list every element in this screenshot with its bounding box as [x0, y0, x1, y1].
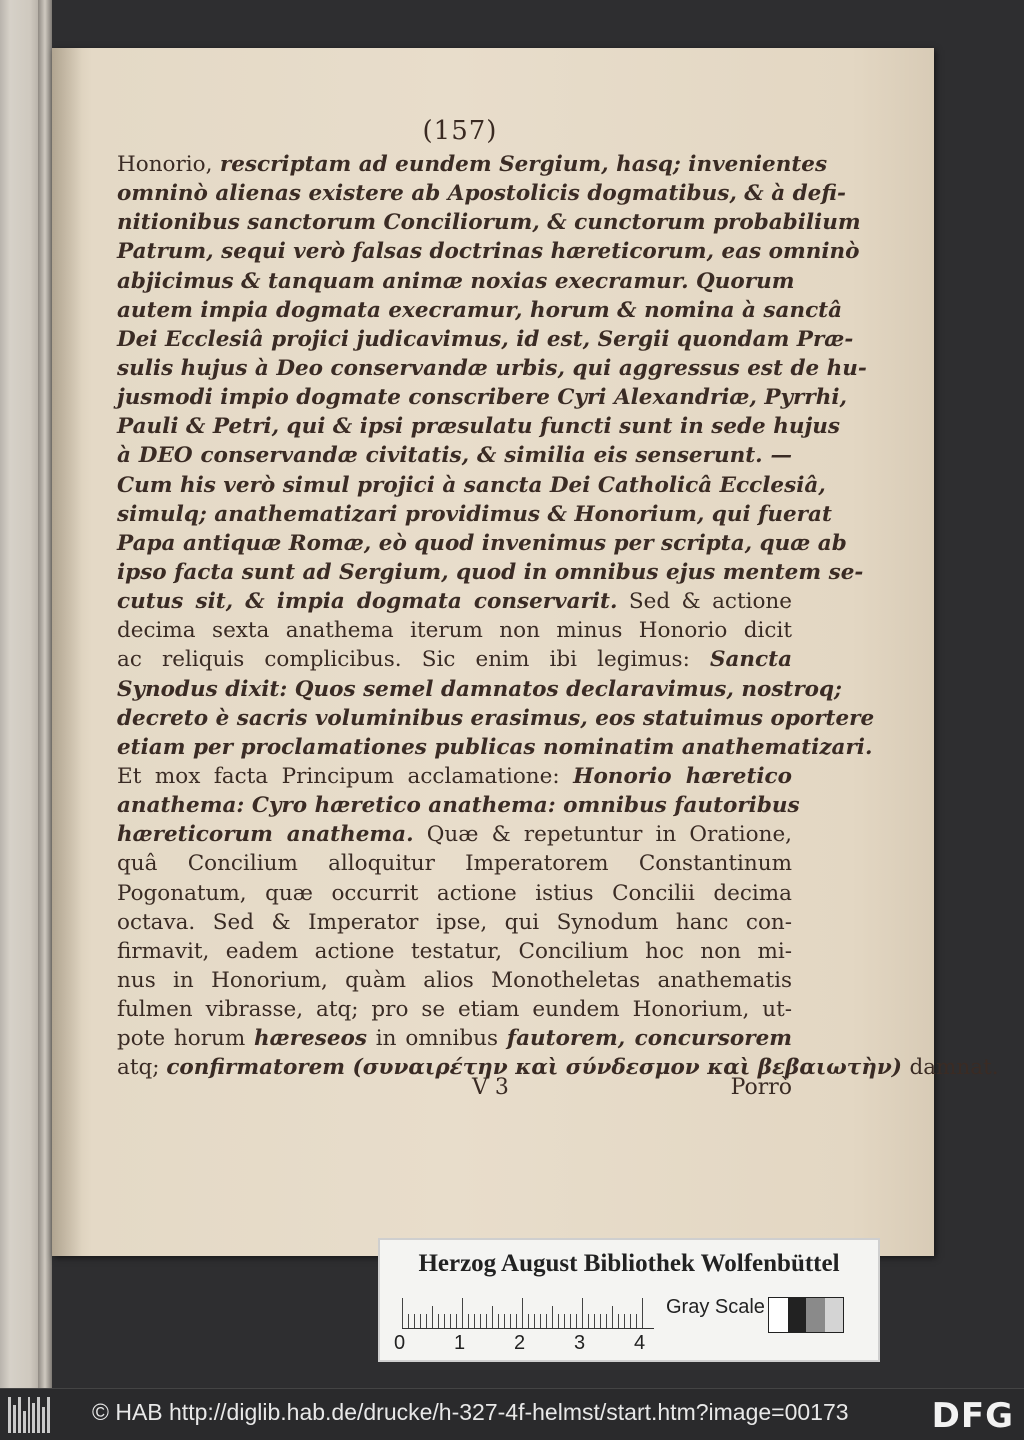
ruler-tick	[456, 1314, 457, 1328]
signature-mark: V 3	[472, 1075, 509, 1100]
ruler-tick	[612, 1306, 613, 1328]
ruler-tick	[552, 1306, 553, 1328]
roman-text: quâ Concilium alloquitur Imperatorem Constantinum	[117, 851, 792, 877]
ruler-tick	[414, 1314, 415, 1328]
catchword: Porrò	[730, 1075, 792, 1100]
text-line	[117, 762, 792, 791]
gutter-shadow	[52, 48, 82, 1256]
roman-text: ac reliquis complicibus. Sic enim ibi legimus:	[117, 647, 710, 673]
ruler-tick	[594, 1314, 595, 1328]
roman-text: firmavit, eadem actione testatur, Concilium hoc non mi-	[117, 938, 792, 964]
gray-swatch	[788, 1298, 807, 1332]
ruler-tick	[546, 1314, 547, 1328]
italic-text: omninò alienas existere ab Apostolicis dogmatibus, & à defi-	[117, 181, 846, 207]
scale-ruler	[402, 1294, 654, 1329]
text-line	[117, 558, 864, 587]
roman-text: Honorio,	[117, 152, 213, 177]
italic-text: Patrum, sequi verò falsas doctrinas hæreticorum, eas omninò	[117, 239, 860, 265]
ruler-tick	[510, 1314, 511, 1328]
previous-leaf-fold	[38, 0, 52, 1388]
logo-bar	[28, 1397, 31, 1433]
italic-text: ipso facta sunt ad Sergium, quod in omnibus ejus mentem se-	[117, 559, 864, 585]
italic-text: jusmodi impio dogmate conscribere Cyri Alexandriæ, Pyrrhi,	[117, 385, 847, 411]
ruler-tick	[408, 1314, 409, 1328]
ruler-tick	[450, 1314, 451, 1328]
logo-bar	[32, 1403, 35, 1433]
text-line	[117, 995, 792, 1024]
text-line	[117, 908, 792, 937]
italic-text: fautorem, concursorem	[506, 1026, 792, 1052]
text-line	[117, 471, 826, 500]
text-line	[117, 296, 843, 325]
ruler-tick	[474, 1314, 475, 1328]
text-line	[117, 208, 861, 237]
ruler-tick	[576, 1314, 577, 1328]
ruler-tick	[492, 1306, 493, 1328]
ruler-tick	[402, 1298, 403, 1328]
ruler-tick	[540, 1314, 541, 1328]
page-number: (157)	[422, 116, 498, 146]
text-line	[117, 325, 854, 354]
roman-text: decima sexta anathema iterum non minus Honorio dicit	[117, 618, 792, 644]
ruler-number: 2	[514, 1332, 526, 1354]
gray-swatch	[769, 1298, 788, 1332]
permalink[interactable]: © HAB http://diglib.hab.de/drucke/h-327-4f-helmst/start.htm?image=00173	[92, 1399, 849, 1425]
ruler-tick	[564, 1314, 565, 1328]
logo-bar	[18, 1397, 21, 1433]
text-line	[117, 354, 867, 383]
ruler-tick	[606, 1314, 607, 1328]
roman-text: Pogonatum, quæ occurrit actione istius Concilii decima	[117, 880, 792, 906]
ruler-number: 3	[574, 1332, 586, 1354]
ruler-tick	[486, 1314, 487, 1328]
text-line	[117, 267, 795, 296]
text-line	[117, 675, 842, 704]
italic-text: rescriptam ad eundem Sergium, hasq; invenientes	[212, 152, 828, 177]
barcode-logo-icon	[8, 1397, 50, 1433]
italic-text: abjicimus & tanquam animæ noxias execramur. Quorum	[117, 268, 795, 294]
gray-scale-label: Gray Scale	[666, 1296, 765, 1318]
italic-text: etiam per proclamationes publicas nominatim anathematizari.	[117, 734, 873, 760]
italic-text: Sancta	[709, 647, 792, 673]
ruler-tick	[570, 1314, 571, 1328]
logo-bar	[13, 1405, 16, 1433]
gray-scale-swatches	[768, 1297, 844, 1333]
ruler-tick	[534, 1314, 535, 1328]
italic-text: sulis hujus à Deo conservandæ urbis, qui aggressus est de hu-	[117, 355, 867, 381]
italic-text: Dei Ecclesiâ projici judicavimus, id est, Sergii quondam Præ-	[117, 326, 854, 352]
text-line	[117, 616, 792, 645]
roman-text: Et mox facta Principum acclamatione:	[117, 763, 574, 789]
roman-text: nus in Honorium, quàm alios Monotheletas anathematis	[117, 967, 792, 993]
ruler-tick	[630, 1314, 631, 1328]
logo-bar	[23, 1411, 26, 1433]
italic-text: Papa antiquæ Romæ, eò quod invenimus per scripta, quæ ab	[117, 530, 847, 556]
text-line	[117, 645, 792, 674]
ruler-tick	[420, 1314, 421, 1328]
ruler-tick	[522, 1298, 523, 1328]
text-line	[117, 441, 792, 470]
ruler-tick	[582, 1298, 583, 1328]
ruler-tick	[516, 1314, 517, 1328]
dfg-logo: DFG	[931, 1396, 1014, 1436]
italic-text: à DEO conservandæ civitatis, & similia eis senserunt. —	[117, 443, 792, 469]
logo-bar	[42, 1407, 45, 1433]
ruler-tick	[636, 1314, 637, 1328]
roman-text: in omnibus	[366, 1026, 507, 1052]
ruler-tick	[504, 1314, 505, 1328]
ruler-tick	[618, 1314, 619, 1328]
text-line	[117, 383, 847, 412]
text-line	[117, 587, 792, 616]
text-line	[117, 500, 832, 529]
ruler-tick	[426, 1314, 427, 1328]
text-line	[117, 150, 828, 179]
ruler-number: 4	[634, 1332, 646, 1354]
italic-text: Cum his verò simul projici à sancta Dei Catholicâ Ecclesiâ,	[117, 472, 826, 498]
italic-text: Synodus dixit: Quos semel damnatos declaravimus, nostroq;	[117, 676, 842, 702]
text-line	[117, 849, 792, 878]
footer-bar	[0, 1388, 1024, 1440]
italic-text: decreto è sacris voluminibus erasimus, eos statuimus oportere	[117, 705, 875, 731]
ruler-tick	[528, 1314, 529, 1328]
ruler-tick	[432, 1306, 433, 1328]
italic-text: cutus sit, & impia dogmata conservarit.	[117, 589, 618, 615]
italic-text: (συναιρέτην καὶ σύνδεσμον καὶ βεβαιωτὴν)	[345, 1055, 910, 1081]
ruler-number: 1	[454, 1332, 466, 1354]
text-line	[117, 412, 840, 441]
text-line	[117, 879, 792, 908]
ruler-tick	[588, 1314, 589, 1328]
italic-text: nitionibus sanctorum Conciliorum, & cunctorum probabilium	[117, 210, 861, 236]
roman-text: pote horum	[117, 1026, 255, 1052]
text-line	[117, 733, 873, 762]
page-foot	[117, 1075, 792, 1105]
roman-text: fulmen vibrasse, atq; pro se etiam eundem Honorium, ut-	[117, 997, 792, 1023]
italic-text: hæreseos	[254, 1026, 367, 1052]
logo-bar	[8, 1397, 11, 1433]
italic-text: simulq; anathematizari providimus & Honorium, qui fuerat	[117, 501, 832, 527]
text-line	[117, 529, 847, 558]
text-line	[117, 966, 792, 995]
italic-text: Pauli & Petri, qui & ipsi præsulatu functi sunt in sede hujus	[117, 414, 840, 440]
logo-bar	[37, 1397, 40, 1433]
ruler-tick	[462, 1298, 463, 1328]
ruler-tick	[468, 1314, 469, 1328]
ruler-tick	[600, 1314, 601, 1328]
ruler-tick	[444, 1314, 445, 1328]
library-label-card	[378, 1238, 880, 1362]
roman-text: damnat.	[909, 1055, 999, 1081]
roman-text: octava. Sed & Imperator ipse, qui Synodum hanc con-	[117, 909, 792, 935]
roman-text: Quæ & repetuntur in Oratione,	[413, 822, 793, 848]
ruler-number: 0	[394, 1332, 406, 1354]
text-line	[117, 820, 792, 849]
text-line	[117, 704, 875, 733]
gray-swatch	[825, 1298, 844, 1332]
roman-text: Sed & actione	[617, 589, 792, 615]
text-line	[117, 237, 860, 266]
text-line	[117, 1024, 792, 1053]
text-line	[117, 179, 846, 208]
ruler-tick	[480, 1314, 481, 1328]
italic-text: anathema: Cyro hæretico anathema: omnibus fautoribus	[117, 793, 800, 819]
text-line	[117, 937, 792, 966]
library-name: Herzog August Bibliothek Wolfenbüttel	[418, 1250, 840, 1277]
ruler-tick	[438, 1314, 439, 1328]
ruler-tick	[558, 1314, 559, 1328]
logo-bar	[47, 1397, 50, 1433]
italic-text: confirmatorem	[166, 1055, 346, 1081]
page-text	[117, 150, 999, 1083]
ruler-tick	[642, 1298, 643, 1328]
text-line	[117, 791, 800, 820]
italic-text: Honorio hæretico	[573, 763, 792, 789]
ruler-numbers	[394, 1332, 664, 1354]
italic-text: autem impia dogmata execramur, horum & nomina à sanctâ	[117, 297, 843, 323]
roman-text: atq;	[117, 1055, 167, 1081]
ruler-tick	[498, 1314, 499, 1328]
italic-text: hæreticorum anathema.	[117, 822, 414, 848]
ruler-tick	[624, 1314, 625, 1328]
gray-swatch	[806, 1298, 825, 1332]
